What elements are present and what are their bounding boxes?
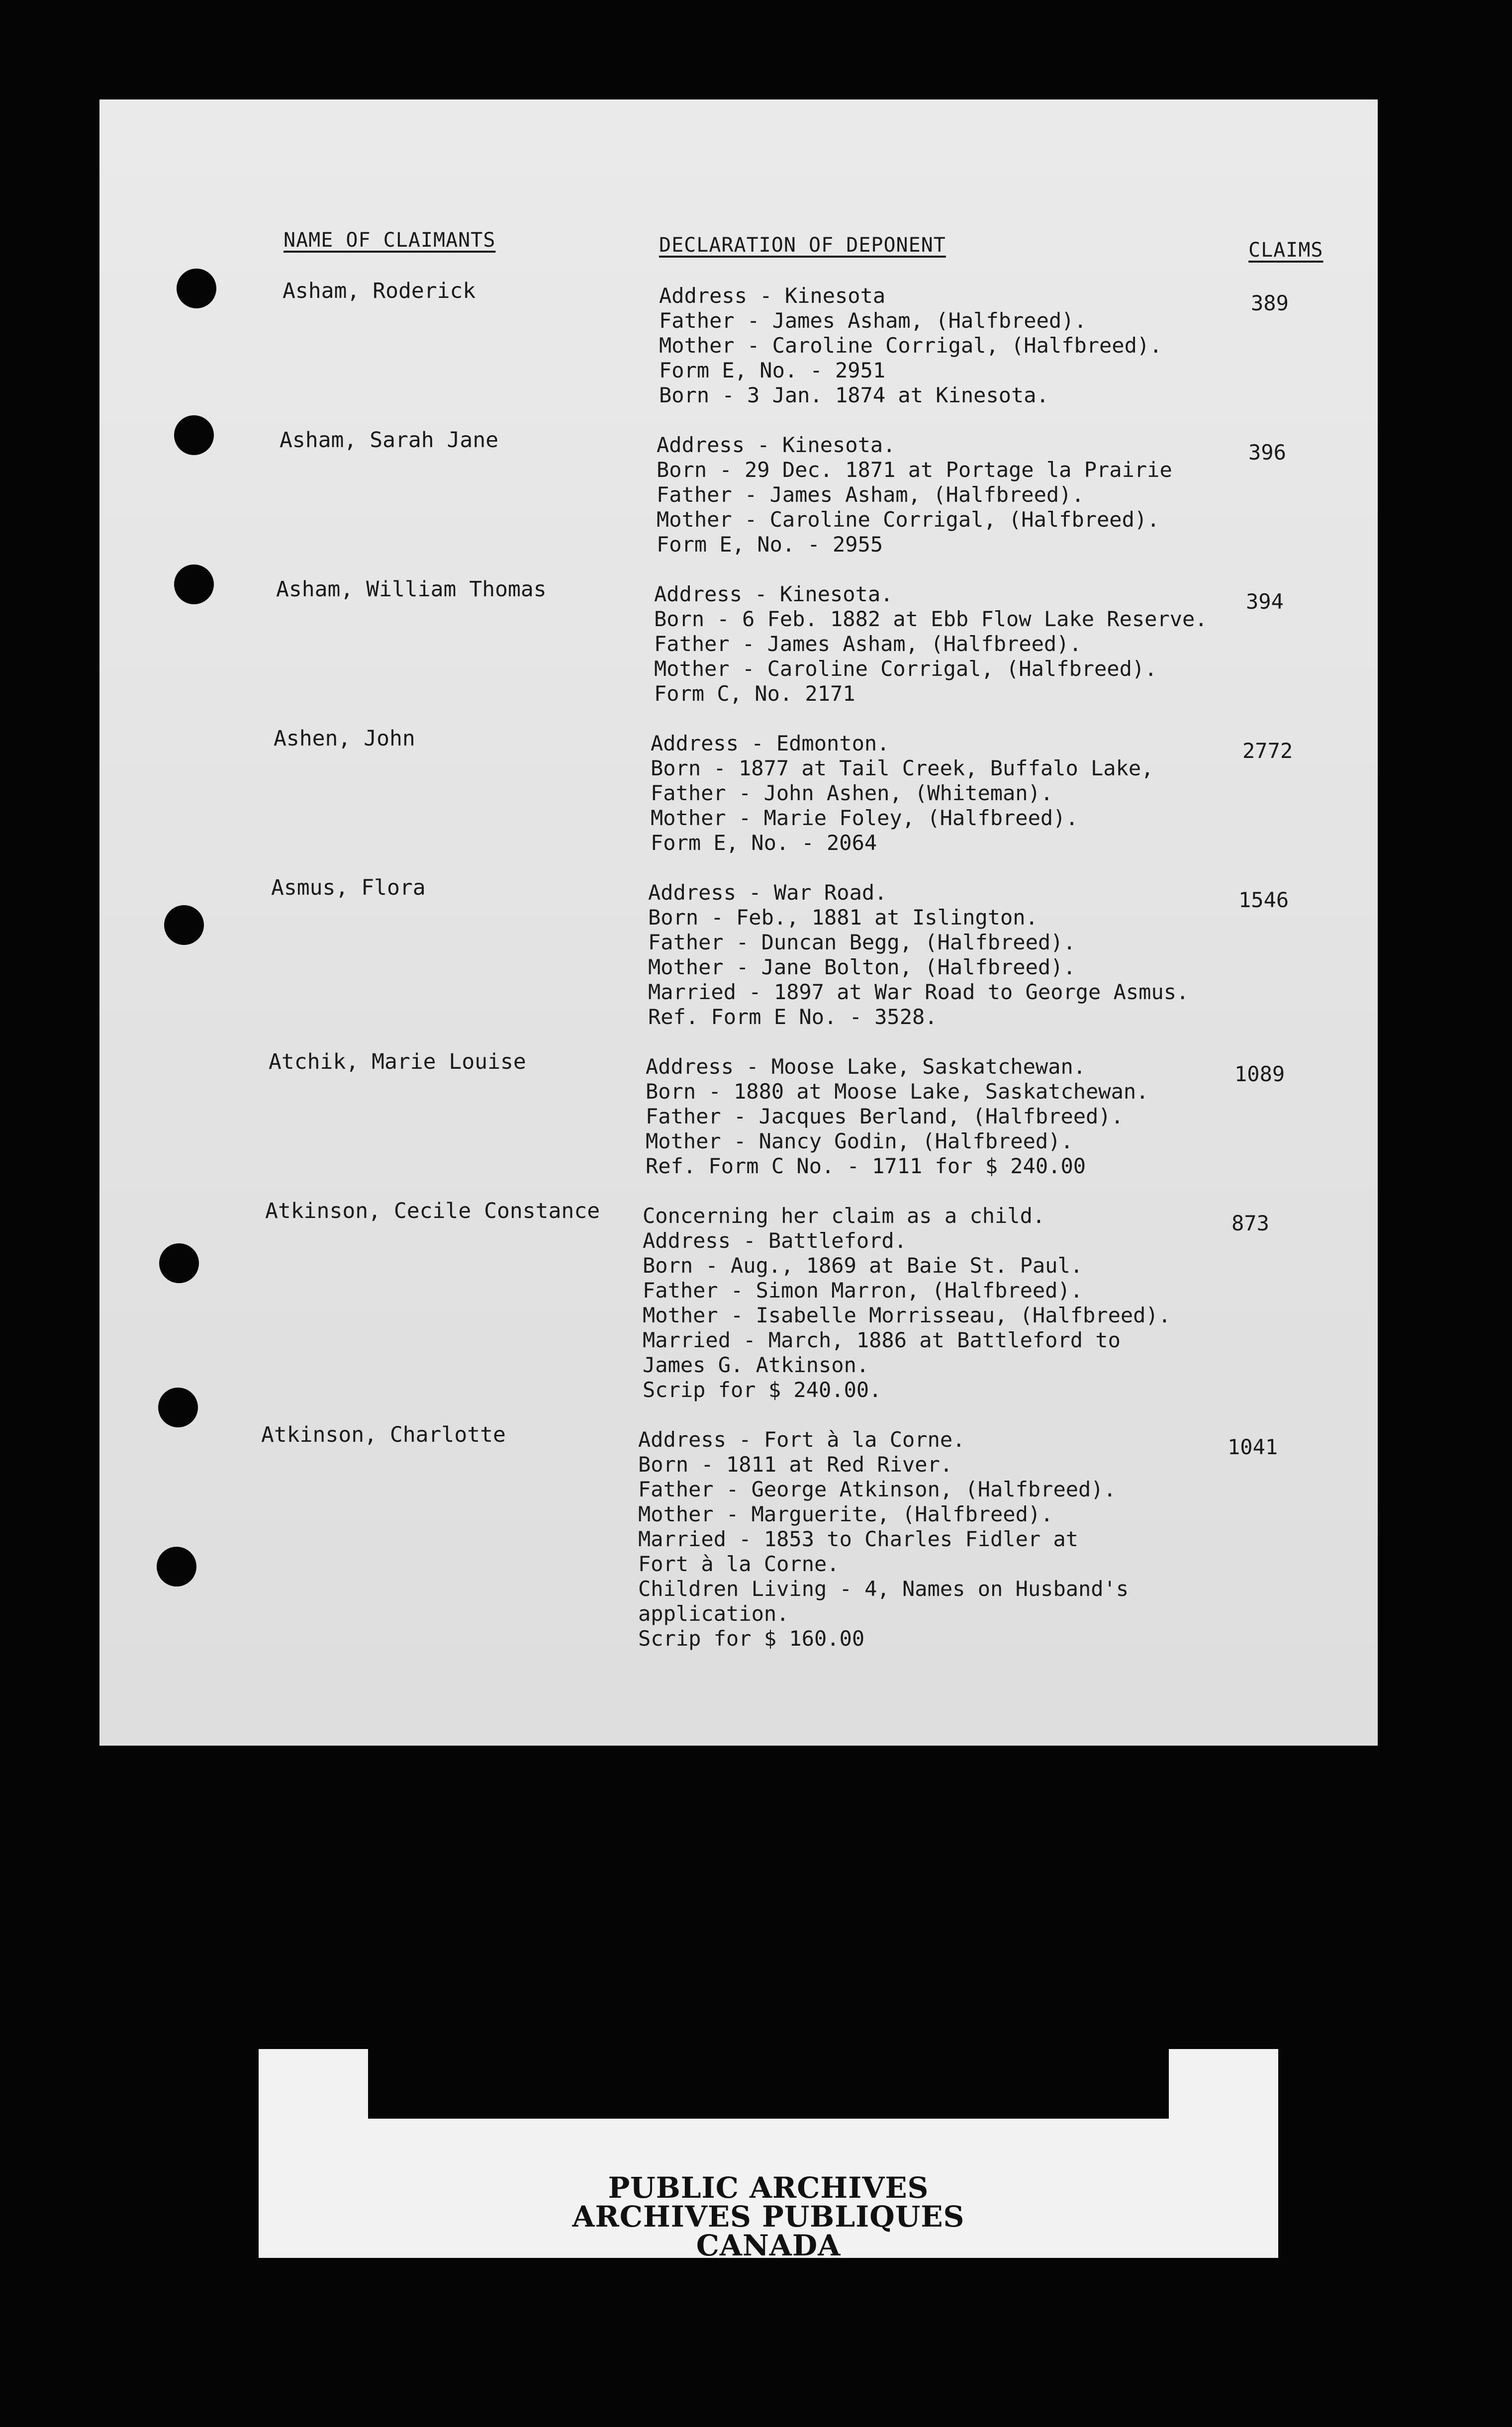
header-name-of-claimants: NAME OF CLAIMANTS	[284, 229, 496, 252]
declaration-line: Address - Fort à la Corne.	[638, 1427, 965, 1452]
declaration-line: Born - Aug., 1869 at Baie St. Paul.	[643, 1253, 1083, 1278]
claim-number: 394	[1246, 589, 1284, 614]
declaration-line: Address - Kinesota	[659, 283, 886, 308]
declaration	[654, 582, 1251, 706]
declaration-line: Children Living - 4, Names on Husband's	[638, 1577, 1129, 1601]
claimant-entry	[99, 279, 1378, 428]
declaration-line: Married - March, 1886 at Battleford to	[643, 1328, 1121, 1352]
declaration-line: Born - 29 Dec. 1871 at Portage la Prairie	[657, 458, 1172, 482]
claimant-entry	[99, 1049, 1378, 1199]
claimant-entry	[99, 726, 1378, 875]
declaration	[646, 1054, 1242, 1179]
header-claims: CLAIMS	[1248, 239, 1323, 262]
declaration-line: Mother - Nancy Godin, (Halfbreed).	[646, 1129, 1073, 1153]
declaration-line: Fort à la Corne.	[638, 1552, 840, 1576]
declaration-line: Born - 1877 at Tail Creek, Buffalo Lake,	[651, 756, 1154, 780]
declaration-line: Born - 1811 at Red River.	[638, 1452, 953, 1477]
declaration-line: Address - Battleford.	[643, 1228, 907, 1253]
declaration-line: Ref. Form C No. - 1711 for $ 240.00	[646, 1154, 1086, 1178]
declaration	[657, 433, 1253, 557]
claimant-entry	[99, 1199, 1378, 1402]
claim-number: 2772	[1242, 739, 1293, 763]
declaration-line: Born - 6 Feb. 1882 at Ebb Flow Lake Reserve.	[654, 607, 1208, 631]
declaration-line: Address - Kinesota.	[657, 433, 896, 457]
declaration-line: Married - 1853 to Charles Fidler at	[638, 1527, 1079, 1551]
declaration-line: Born - Feb., 1881 at Islington.	[648, 905, 1038, 930]
declaration-line: Address - Kinesota.	[654, 582, 893, 606]
declaration	[651, 731, 1247, 855]
declaration-line: Born - 3 Jan. 1874 at Kinesota.	[659, 383, 1049, 407]
stamp-line: CANADA	[696, 2229, 841, 2262]
claimant-name: Atchik, Marie Louise	[269, 1049, 526, 1074]
declaration	[643, 1204, 1239, 1402]
archives-stamp	[259, 2049, 1278, 2262]
declaration-line: Scrip for $ 160.00	[638, 1626, 865, 1651]
declaration-line: Form C, No. 2171	[654, 681, 855, 706]
declaration-line: application.	[638, 1601, 789, 1626]
declaration-line: Form E, No. - 2955	[657, 532, 883, 557]
declaration-line: Mother - Caroline Corrigal, (Halfbreed).	[659, 333, 1162, 358]
stamp-line: ARCHIVES PUBLIQUES	[572, 2200, 965, 2234]
claimant-name: Asham, Sarah Jane	[280, 428, 499, 453]
declaration-line: Mother - Marie Foley, (Halfbreed).	[651, 806, 1078, 830]
declaration-line: Address - Edmonton.	[651, 731, 890, 755]
declaration-line: Address - War Road.	[648, 880, 887, 905]
declaration-line: Father - James Asham, (Halfbreed).	[657, 482, 1084, 507]
declaration	[648, 880, 1245, 1029]
punch-hole	[158, 1388, 198, 1427]
claimant-entry	[99, 577, 1378, 726]
claimant-name: Asham, William Thomas	[276, 577, 547, 602]
stamp-line: PUBLIC ARCHIVES	[608, 2171, 929, 2205]
declaration-line: Mother - Isabelle Morrisseau, (Halfbreed).	[643, 1303, 1171, 1327]
claim-number: 1546	[1238, 888, 1289, 912]
claimant-entry	[99, 1422, 1378, 1651]
declaration-line: Married - 1897 at War Road to George Asmus.	[648, 980, 1189, 1004]
claim-number: 1041	[1228, 1435, 1278, 1459]
stamp-notch	[368, 2049, 1169, 2119]
claimant-name: Atkinson, Charlotte	[261, 1422, 506, 1447]
declaration-line: Ref. Form E No. - 3528.	[648, 1005, 938, 1029]
declaration-line: Father - Jacques Berland, (Halfbreed).	[646, 1104, 1124, 1128]
claimant-name: Atkinson, Cecile Constance	[265, 1199, 600, 1223]
declaration-line: Father - John Ashen, (Whiteman).	[651, 781, 1053, 805]
declaration-line: Father - James Asham, (Halfbreed).	[654, 632, 1082, 656]
declaration	[638, 1427, 1235, 1651]
declaration	[659, 283, 1256, 408]
declaration-line: Father - George Atkinson, (Halfbreed).	[638, 1477, 1116, 1501]
declaration-line: Mother - Caroline Corrigal, (Halfbreed).	[657, 507, 1160, 532]
declaration-line: Form E, No. - 2951	[659, 358, 886, 382]
claimant-entry	[99, 428, 1378, 577]
claim-number: 396	[1248, 440, 1286, 465]
document-page	[99, 99, 1378, 1746]
declaration-line: Scrip for $ 240.00.	[643, 1378, 882, 1402]
declaration-line: Mother - Caroline Corrigal, (Halfbreed).	[654, 656, 1157, 681]
claimant-name: Ashen, John	[274, 726, 415, 751]
declaration-line: James G. Atkinson.	[643, 1353, 869, 1377]
claimant-entry	[99, 875, 1378, 1029]
declaration-line: Concerning her claim as a child.	[643, 1204, 1045, 1228]
header-declaration-of-deponent: DECLARATION OF DEPONENT	[659, 234, 946, 257]
declaration-line: Father - Simon Marron, (Halfbreed).	[643, 1278, 1083, 1303]
declaration-line: Mother - Marguerite, (Halfbreed).	[638, 1502, 1053, 1526]
claim-number: 389	[1251, 291, 1289, 315]
claim-number: 873	[1231, 1211, 1269, 1235]
archives-stamp-text	[259, 2173, 1278, 2260]
declaration-line: Father - Duncan Begg, (Halfbreed).	[648, 930, 1076, 954]
declaration-line: Father - James Asham, (Halfbreed).	[659, 308, 1087, 333]
declaration-line: Born - 1880 at Moose Lake, Saskatchewan.	[646, 1079, 1149, 1104]
claimant-name: Asham, Roderick	[283, 279, 476, 303]
declaration-line: Form E, No. - 2064	[651, 831, 877, 855]
declaration-line: Mother - Jane Bolton, (Halfbreed).	[648, 955, 1076, 979]
declaration-line: Address - Moose Lake, Saskatchewan.	[646, 1054, 1086, 1079]
claimant-name: Asmus, Flora	[271, 875, 426, 900]
claim-number: 1089	[1234, 1062, 1285, 1086]
